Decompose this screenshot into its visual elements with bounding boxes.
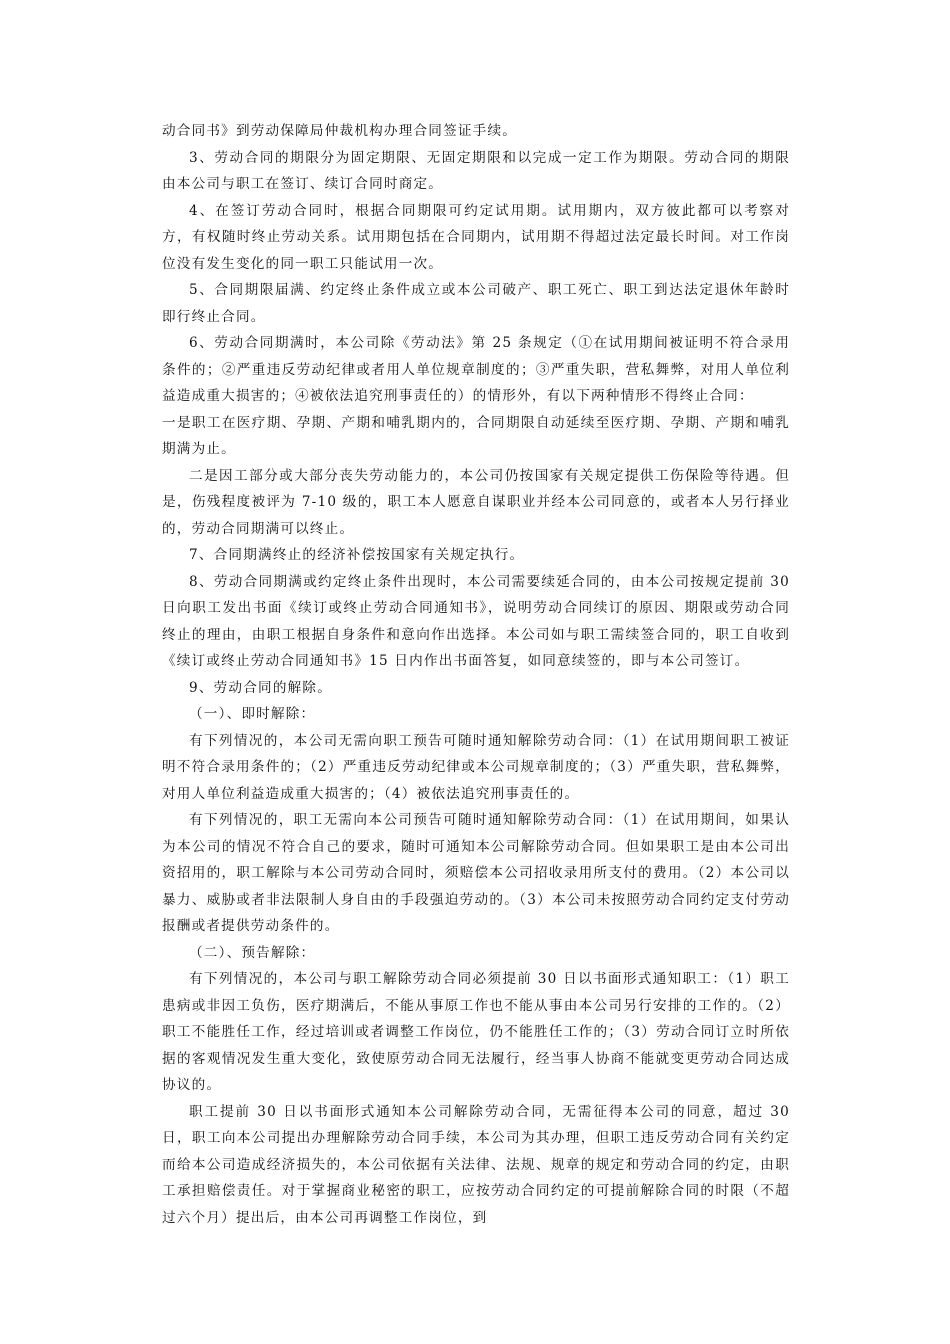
paragraph-15: 有下列情况的，本公司与职工解除劳动合同必须提前 30 日以书面形式通知职工：（1）职工患病或非因工负伤，医疗期满后，不能从事原工作也不能从事由本公司另行安排的工作的。（2）职工不能胜任工作，经过培训或者调整工作岗位，仍不能胜任工作的；（3）劳动合同订立时所依据的客观情况发生重大变化，致使原劳动合同无法履行，经当事人协商不能就变更劳动合同达成协议的。 bbox=[162, 971, 790, 1093]
paragraph-16: 职工提前 30 日以书面形式通知本公司解除劳动合同，无需征得本公司的同意，超过 30 日，职工向本公司提出办理解除劳动合同手续，本公司为其办理，但职工违反劳动合同有关约定而给本公司造成经济损失的，本公司依据有关法律、法规、规章的规定和劳动合同的约定，由职工承担赔偿责任。对于掌握商业秘密的职工，应按劳动合同约定的可提前解除合同的时限（不超过六个月）提出后，由本公司再调整工作岗位，到 bbox=[162, 1103, 790, 1226]
paragraph-1: 动合同书》到劳动保障局仲裁机构办理合同签证手续。 bbox=[162, 123, 518, 139]
paragraph-9: 8、劳动合同期满或约定终止条件出现时，本公司需要续延合同的，由本公司按规定提前 30 日向职工发出书面《续订或终止劳动合同通知书》，说明劳动合同续订的原因、期限或劳动合同终止的理由，由职工根据自身条件和意向作出选择。本公司如与职工需续签合同的，职工自收到《续订或终止劳动合同通知书》15 日内作出书面答复，如同意续签的，即与本公司签订。 bbox=[162, 573, 790, 669]
paragraph-11: （一）、即时解除： bbox=[189, 706, 316, 722]
paragraph-2: 3、劳动合同的期限分为固定期限、无固定期限和以完成一定工作为期限。劳动合同的期限由本公司与职工在签订、续订合同时商定。 bbox=[162, 149, 790, 192]
paragraph-13: 有下列情况的，职工无需向本公司预告可随时通知解除劳动合同：（1）在试用期间，如果认为本公司的情况不符合自己的要求，随时可通知本公司解除劳动合同。但如果职工是由本公司出资招用的，职工解除与本公司劳动合同时，须赔偿本公司招收录用所支付的费用。（2）本公司以暴力、威胁或者非法限制人身自由的手段强迫劳动的。（3）本公司未按照劳动合同约定支付劳动报酬或者提供劳动条件的。 bbox=[162, 812, 790, 934]
paragraph-14: （二）、预告解除： bbox=[189, 944, 316, 961]
paragraph-4: 5、合同期限届满、约定终止条件成立或本公司破产、职工死亡、职工到达法定退休年龄时即行终止合同。 bbox=[162, 282, 790, 325]
paragraph-3: 4、在签订劳动合同时，根据合同期限可约定试用期。试用期内，双方彼此都可以考察对方，有权随时终止劳动关系。试用期包括在合同期内，试用期不得超过法定最长时间。对工作岗位没有发生变化的同一职工只能试用一次。 bbox=[162, 202, 790, 272]
paragraph-6: 一是职工在医疗期、孕期、产期和哺乳期内的，合同期限自动延续至医疗期、孕期、产期和哺乳期满为止。 bbox=[162, 414, 790, 457]
document-page bbox=[162, 118, 790, 1231]
paragraph-5: 6、劳动合同期满时，本公司除《劳动法》第 25 条规定（①在试用期间被证明不符合录用条件的；②严重违反劳动纪律或者用人单位规章制度的；③严重失职，营私舞弊，对用人单位利益造成重大损害的；④被依法追究刑事责任的）的情形外，有以下两种情形不得终止合同： bbox=[162, 335, 790, 404]
paragraph-8: 7、合同期满终止的经济补偿按国家有关规定执行。 bbox=[189, 547, 525, 563]
paragraph-7: 二是因工部分或大部分丧失劳动能力的，本公司仍按国家有关规定提供工伤保险等待遇。但是，伤残程度被评为 7-10 级的，职工本人愿意自谋职业并经本公司同意的，或者本人另行择业的，劳动合同期满可以终止。 bbox=[162, 467, 790, 537]
paragraph-10: 9、劳动合同的解除。 bbox=[189, 679, 332, 696]
paragraph-12: 有下列情况的，本公司无需向职工预告可随时通知解除劳动合同：（1）在试用期间职工被证明不符合录用条件的；（2）严重违反劳动纪律或本公司规章制度的；（3）严重失职，营私舞弊，对用人单位利益造成重大损害的；（4）被依法追究刑事责任的。 bbox=[162, 732, 790, 802]
